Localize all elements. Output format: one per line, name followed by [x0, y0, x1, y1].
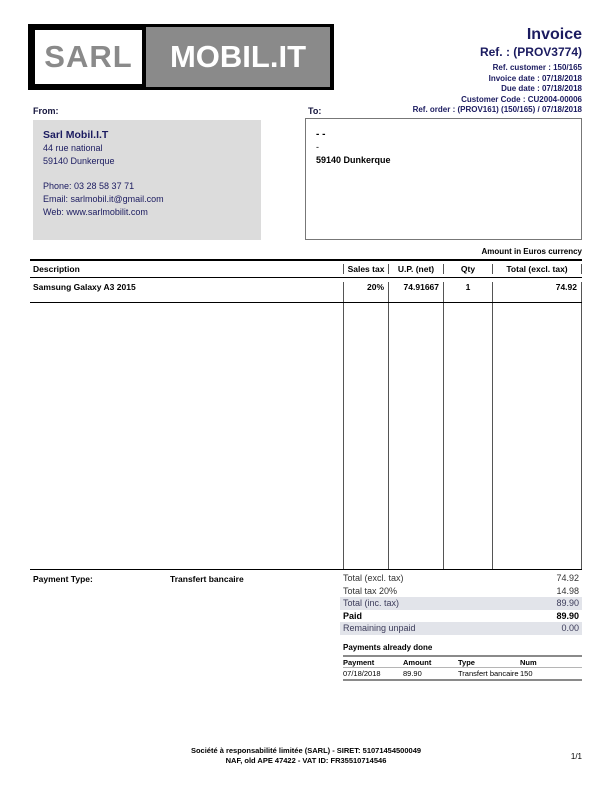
- paid-value: 89.90: [556, 610, 579, 621]
- header-description: Description: [33, 264, 80, 274]
- company-logo: [28, 24, 334, 90]
- footer-line2: NAF, old APE 47422 - VAT ID: FR35510714546: [225, 755, 387, 765]
- total-tax-row: [340, 585, 582, 598]
- paid-row: [340, 610, 582, 623]
- item-qty: 1: [443, 282, 492, 302]
- payments-done-header: [343, 657, 582, 668]
- items-table-header: [30, 261, 582, 278]
- item-description: Samsung Galaxy A3 2015: [33, 282, 136, 292]
- payment-type-label: Payment Type:: [33, 574, 93, 584]
- customer-code: Customer Code : CU2004-00006: [461, 94, 582, 104]
- remaining-unpaid-label: Remaining unpaid: [343, 623, 416, 634]
- sender-phone: Phone: 03 28 58 37 71: [43, 181, 135, 191]
- page-number: 1/1: [570, 752, 582, 761]
- sender-address-line1: 44 rue national: [43, 143, 103, 153]
- from-address-box: [33, 120, 261, 240]
- header-sales-tax: Sales tax: [343, 264, 388, 274]
- header-qty: Qty: [443, 264, 492, 274]
- payments-done-row: [343, 668, 582, 679]
- sender-web: Web: www.sarlmobilit.com: [43, 207, 148, 217]
- paid-label: Paid: [343, 610, 363, 621]
- sender-address-line2: 59140 Dunkerque: [43, 156, 115, 166]
- remaining-unpaid-value: 0.00: [561, 623, 579, 634]
- total-excl-tax-value: 74.92: [556, 573, 579, 584]
- logo-text-mobilit: MOBIL.IT: [146, 27, 330, 87]
- pd-header-payment: Payment: [343, 657, 375, 667]
- remaining-unpaid-row: [340, 622, 582, 635]
- payment-type-value: Transfert bancaire: [170, 574, 244, 584]
- pd-num: 150: [520, 669, 533, 678]
- invoice-header: [413, 26, 582, 116]
- ref-customer: Ref. customer : 150/165: [492, 63, 582, 72]
- pd-header-type: Type: [458, 657, 475, 667]
- total-inc-tax-label: Total (inc. tax): [343, 598, 400, 609]
- recipient-address-line2: 59140 Dunkerque: [316, 155, 391, 165]
- total-tax-label: Total tax 20%: [343, 585, 398, 596]
- invoice-ref: Ref. : (PROV3774): [479, 45, 582, 59]
- total-excl-tax-row: [340, 572, 582, 585]
- recipient-name: - -: [316, 129, 326, 140]
- payments-done-table: [343, 655, 582, 681]
- pd-amount: 89.90: [403, 669, 422, 678]
- item-unit-price: 74.91667: [388, 282, 443, 302]
- from-label: From:: [33, 106, 59, 116]
- invoice-title: Invoice: [526, 26, 582, 43]
- total-excl-tax-label: Total (excl. tax): [343, 573, 404, 584]
- item-sales-tax: 20%: [343, 282, 388, 302]
- currency-note: Amount in Euros currency: [481, 247, 582, 256]
- pd-header-num: Num: [520, 657, 537, 667]
- totals-block: [340, 572, 582, 635]
- pd-payment-date: 07/18/2018: [343, 669, 381, 678]
- total-inc-tax-value: 89.90: [556, 598, 579, 609]
- legal-footer: [0, 746, 612, 765]
- sender-email: Email: sarlmobil.it@gmail.com: [43, 194, 164, 204]
- total-inc-tax-row: [340, 597, 582, 610]
- header-total: Total (excl. tax): [492, 264, 582, 274]
- total-tax-value: 14.98: [556, 585, 579, 596]
- to-address-box: [305, 118, 582, 240]
- ref-order: Ref. order : (PROV161) (150/165) / 07/18/2018: [412, 105, 582, 114]
- to-label: To:: [308, 106, 322, 116]
- header-unit-price: U.P. (net): [388, 264, 443, 274]
- payments-done-section: [343, 643, 582, 681]
- logo-text-sarl: SARL: [35, 30, 142, 84]
- items-table: [30, 259, 582, 570]
- pd-type: Transfert bancaire: [458, 669, 519, 678]
- item-row: [30, 278, 582, 303]
- invoice-meta: [413, 63, 582, 116]
- item-total: 74.92: [492, 282, 582, 302]
- due-date: Due date : 07/18/2018: [501, 84, 582, 93]
- invoice-date: Invoice date : 07/18/2018: [488, 73, 582, 83]
- payments-done-title: Payments already done: [343, 643, 433, 652]
- recipient-address-line1: -: [316, 142, 319, 152]
- items-table-empty-area: [30, 303, 582, 569]
- footer-line1: Société à responsabilité limitée (SARL) - SIRET: 51071454500049: [190, 746, 422, 755]
- sender-name: Sarl Mobil.I.T: [43, 129, 109, 141]
- pd-header-amount: Amount: [403, 657, 432, 667]
